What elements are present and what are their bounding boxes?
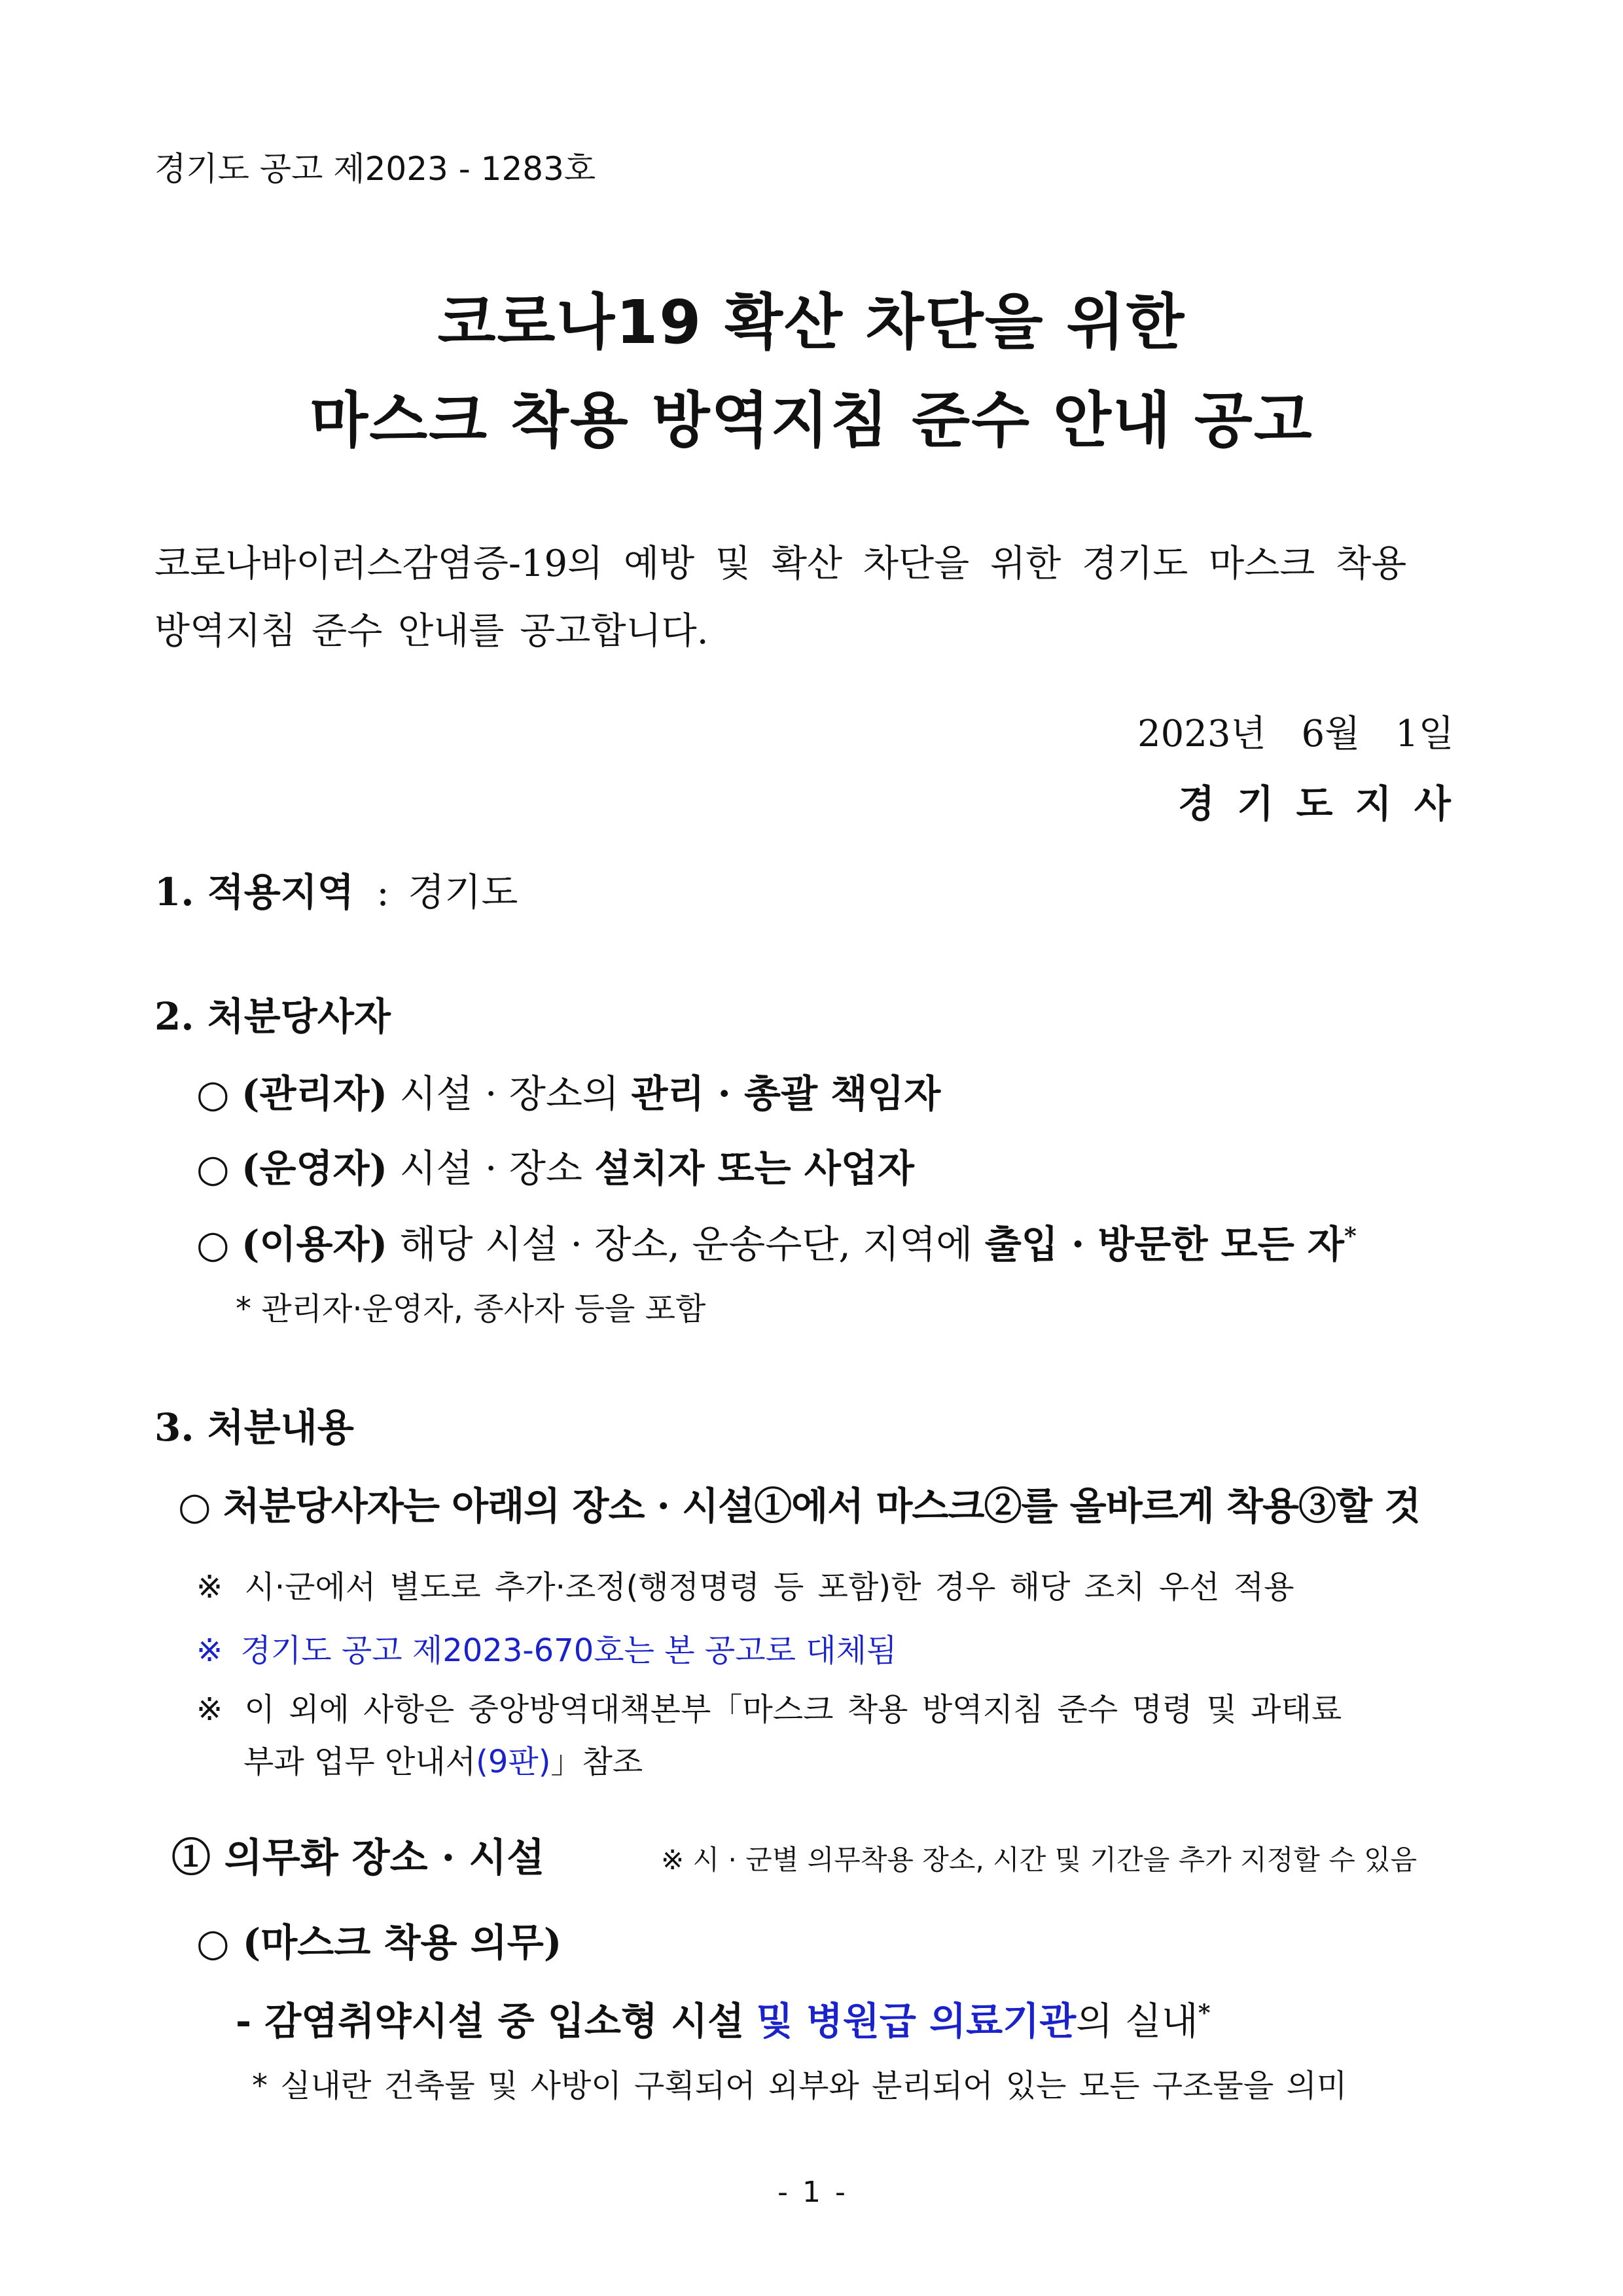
intro-line-1: 코로나바이러스감염증-19의 예방 및 확산 차단을 위한 경기도 마스크 착용 xyxy=(154,543,1407,585)
item-a: - 감염취약시설 중 입소형 시설 xyxy=(236,1999,745,2043)
note-cont-a: 부과 업무 안내서 xyxy=(243,1744,476,1780)
item-emphasis: 관리 · 총괄 책임자 xyxy=(631,1071,941,1116)
item-footnote-mark: * xyxy=(1198,1999,1211,2027)
intro-line-2: 방역지침 준수 안내를 공고합니다. xyxy=(154,610,709,653)
section-3-note-1 xyxy=(196,1570,1294,1605)
subsection-1-heading: ① 의무화 장소 · 시설 xyxy=(171,1835,545,1881)
section-1-heading: 1. 적용지역 xyxy=(154,870,354,914)
item-text: 해당 시설 · 장소, 운송수단, 지역에 xyxy=(399,1222,973,1266)
section-3-main: ○ 처분당사자는 아래의 장소 · 시설①에서 마스크②를 올바르게 착용③할 것 xyxy=(178,1484,1421,1528)
section-3-heading: 3. 처분내용 xyxy=(154,1405,354,1450)
item-text: 시설 · 장소 xyxy=(399,1146,582,1191)
item-text: 시설 · 장소의 xyxy=(399,1071,619,1116)
item-b: 및 병원급 의료기관 xyxy=(756,1999,1077,2043)
section-2-heading: 2. 처분당사자 xyxy=(154,994,391,1039)
issue-date xyxy=(1137,713,1454,755)
note-cont-edition: (9판) xyxy=(476,1744,551,1780)
page-title-line-1: 코로나19 확산 차단을 위한 xyxy=(437,287,1186,357)
section-2-item-manager xyxy=(196,1072,940,1116)
subsection-1-duty: ○ (마스크 착용 의무) xyxy=(196,1920,562,1965)
section-3-note-2 xyxy=(196,1633,897,1669)
section-3-note-3-continued xyxy=(243,1744,643,1780)
subsection-1-side-note: ※ 시 · 군별 의무착용 장소, 시간 및 기간을 추가 지정할 수 있음 xyxy=(661,1844,1418,1876)
section-2-item-operator xyxy=(196,1147,914,1191)
item-emphasis: 설치자 또는 사업자 xyxy=(594,1146,914,1191)
note-cont-c: 」참조 xyxy=(550,1744,643,1780)
item-emphasis: 출입 · 방문한 모든 자 xyxy=(984,1222,1344,1266)
item-role: (운영자) xyxy=(241,1146,388,1191)
item-footnote-mark: * xyxy=(1344,1222,1357,1250)
section-1 xyxy=(154,870,518,914)
note-mark: ※ xyxy=(196,1569,223,1605)
section-2-item-user xyxy=(196,1223,1357,1266)
item-bullet: ○ xyxy=(196,1071,230,1116)
page-title-line-2: 마스크 착용 방역지침 준수 안내 공고 xyxy=(310,386,1313,456)
subsection-1-item xyxy=(236,2000,1211,2043)
item-bullet: ○ xyxy=(196,1222,230,1266)
note-text: 경기도 공고 제2023-670호는 본 공고로 대체됨 xyxy=(240,1632,897,1669)
date-day: 1일 xyxy=(1395,713,1454,755)
item-role: (관리자) xyxy=(241,1071,388,1116)
note-text: 이 외에 사항은 중앙방역대책본부「마스크 착용 방역지침 준수 명령 및 과태료 xyxy=(244,1691,1342,1728)
item-bullet: ○ xyxy=(196,1146,230,1191)
note-text: 시·군에서 별도로 추가·조정(행정명령 등 포함)한 경우 해당 조치 우선 적용 xyxy=(244,1569,1294,1605)
subsection-1-footnote: * 실내란 건축물 및 사방이 구획되어 외부와 분리되어 있는 모든 구조물을 의미 xyxy=(252,2068,1347,2104)
date-year: 2023년 xyxy=(1137,713,1266,755)
note-mark: ※ xyxy=(196,1632,223,1669)
section-1-value: 경기도 xyxy=(408,870,518,914)
issuer: 경 기 도 지 사 xyxy=(1178,781,1451,826)
date-month: 6월 xyxy=(1301,713,1361,755)
section-2-footnote: * 관리자·운영자, 종사자 등을 포함 xyxy=(236,1291,706,1327)
section-3-note-3 xyxy=(196,1692,1342,1728)
page-number: - 1 - xyxy=(777,2176,846,2209)
section-1-separator: : xyxy=(376,870,389,914)
notice-number: 경기도 공고 제2023 - 1283호 xyxy=(154,150,596,188)
item-c: 의 실내 xyxy=(1076,1999,1198,2043)
item-role: (이용자) xyxy=(241,1222,388,1266)
note-mark: ※ xyxy=(196,1691,223,1728)
